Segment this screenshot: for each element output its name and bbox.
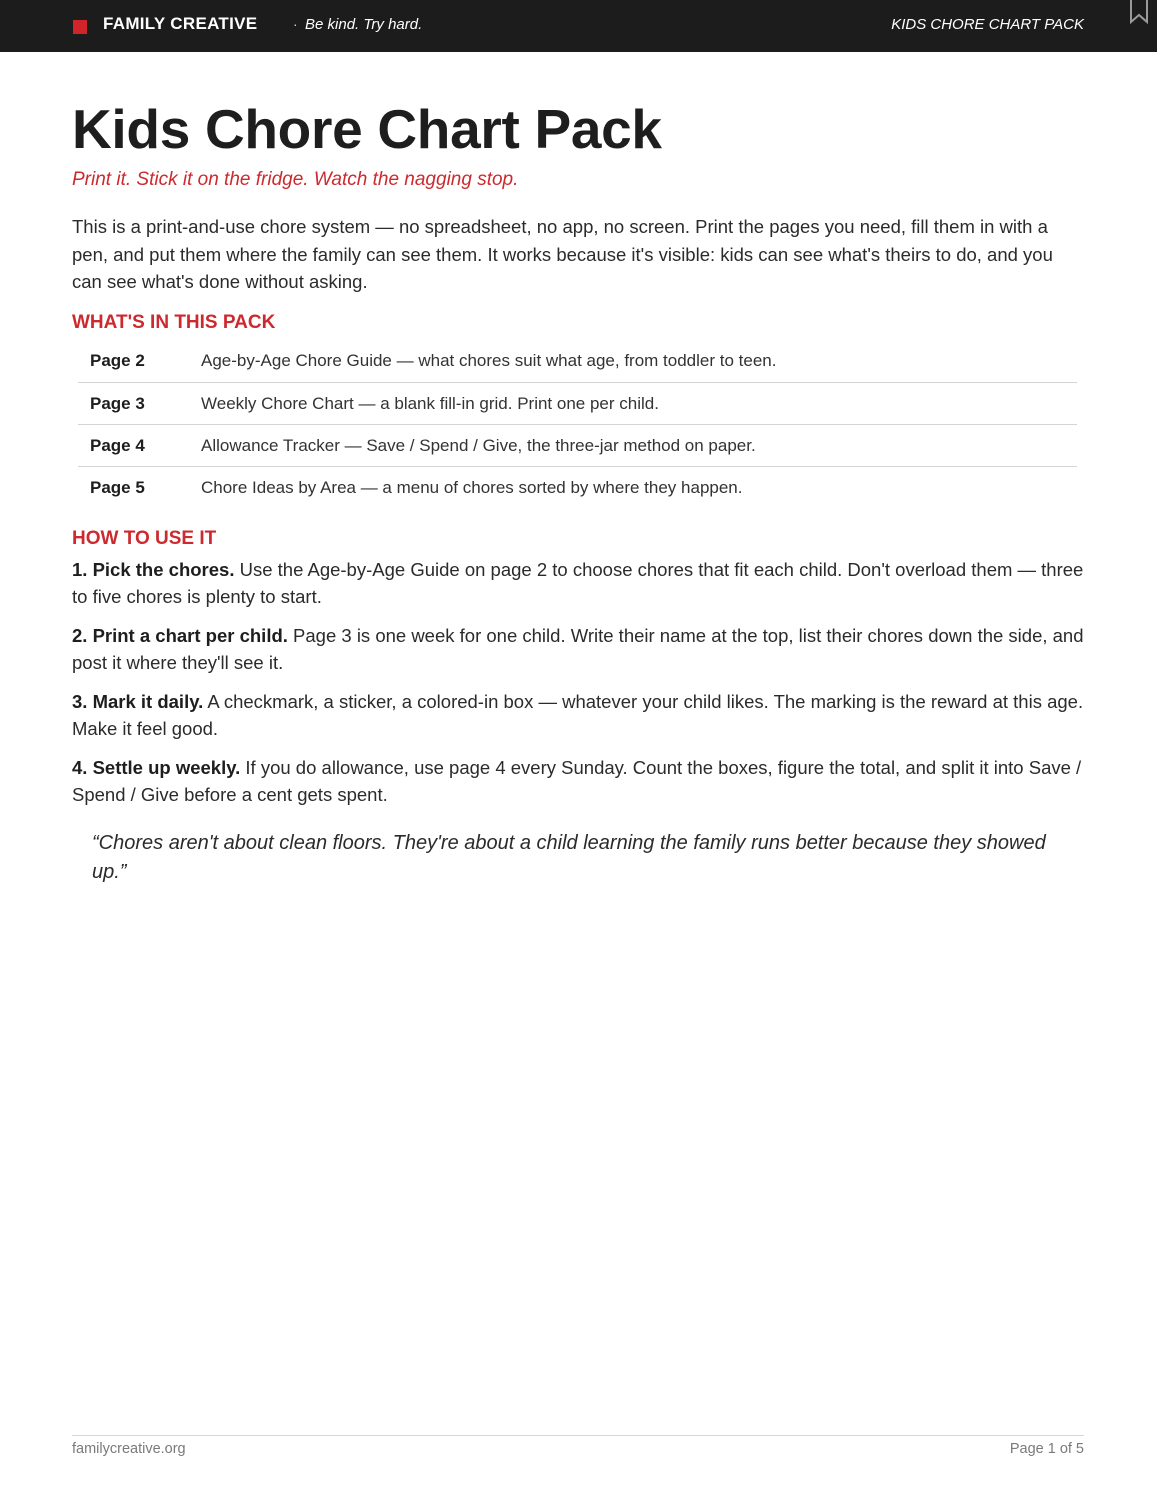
step-item (72, 754, 1085, 809)
section-heading-pack: WHAT'S IN THIS PACK (72, 311, 276, 333)
tagline: Be kind. Try hard. (305, 16, 423, 33)
tagline-separator: · (293, 16, 298, 32)
intro-paragraph: This is a print-and-use chore system — no spreadsheet, no app, no screen. Print the pages you need, fill them in with a pen, and put them where the family can see them. It works because it's visible: kids can see what's theirs to do, and you can see what's done without asking. (72, 216, 1053, 292)
document-content (72, 96, 1085, 887)
page-title: Kids Chore Chart Pack (72, 98, 662, 160)
step-lead: 1. Pick the chores. (72, 558, 235, 580)
steps-list (72, 556, 1085, 809)
step-lead: 3. Mark it daily. (72, 690, 204, 712)
step-text: Page 3 is one week for one child. Write their name at the top, list their chores down the side, and post it where they'll see it. (72, 624, 1084, 673)
page-description-cell: Chore Ideas by Area — a menu of chores sorted by where they happen. (201, 477, 743, 497)
pull-quote: “Chores aren't about clean floors. They're about a child learning the family runs better because they showed up.” (92, 831, 1046, 883)
top-bar (0, 0, 1157, 52)
page-subtitle: Print it. Stick it on the fridge. Watch the nagging stop. (72, 169, 519, 190)
page-description-cell: Weekly Chore Chart — a blank fill-in grid. Print one per child. (201, 393, 659, 413)
bookmark-icon[interactable] (1127, 0, 1151, 24)
step-item (72, 556, 1085, 611)
table-row (78, 425, 1077, 467)
page-number-cell: Page 3 (90, 393, 145, 413)
pack-contents-table (78, 341, 1077, 509)
footer-divider (72, 1435, 1084, 1436)
brand-logo-square (73, 20, 87, 34)
page-number-cell: Page 4 (90, 435, 145, 455)
step-item (72, 688, 1085, 743)
step-lead: 2. Print a chart per child. (72, 624, 288, 646)
step-text: A checkmark, a sticker, a colored-in box — whatever your child likes. The marking is the reward at this age. Make it feel good. (72, 690, 1084, 739)
document-label: KIDS CHORE CHART PACK (891, 16, 1084, 33)
table-row (78, 467, 1077, 509)
step-item (72, 622, 1085, 677)
table-row (78, 341, 1077, 383)
page-description-cell: Allowance Tracker — Save / Spend / Give, the three-jar method on paper. (201, 435, 756, 455)
page-number-cell: Page 5 (90, 477, 145, 497)
footer-page-indicator: Page 1 of 5 (1009, 1441, 1084, 1457)
step-lead: 4. Settle up weekly. (72, 756, 241, 778)
page-number-cell: Page 2 (90, 351, 145, 371)
footer-site: familycreative.org (72, 1441, 186, 1457)
step-text: If you do allowance, use page 4 every Sunday. Count the boxes, figure the total, and split it into Save / Spend / Give before a cent gets spent. (72, 756, 1082, 805)
page-description-cell: Age-by-Age Chore Guide — what chores suit what age, from toddler to teen. (201, 351, 777, 371)
step-text: Use the Age-by-Age Guide on page 2 to choose chores that fit each child. Don't overload them — three to five chores is plenty to start. (72, 558, 1084, 607)
brand-name: FAMILY CREATIVE (103, 14, 258, 33)
section-heading-how: HOW TO USE IT (72, 527, 217, 549)
table-row (78, 383, 1077, 425)
